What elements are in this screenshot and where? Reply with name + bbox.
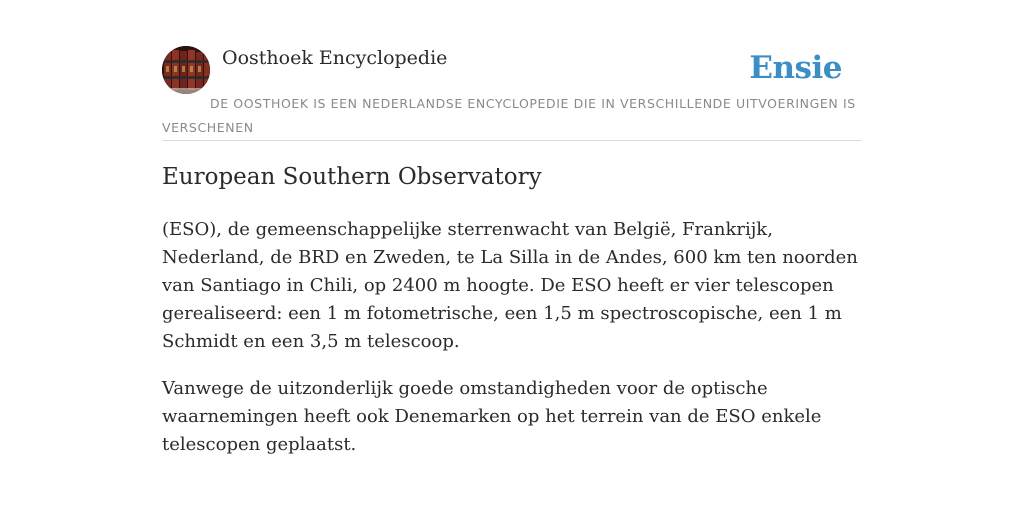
- encyclopedia-books-icon[interactable]: [162, 46, 210, 94]
- source-header: [162, 46, 862, 141]
- source-tagline: DE OOSTHOEK IS EEN NEDERLANDSE ENCYCLOPEDIE DIE IN VERSCHILLENDE UITVOERINGEN IS VERSCHENEN: [162, 96, 856, 135]
- article-body: [162, 216, 862, 478]
- article-paragraph: Vanwege de uitzonderlijk goede omstandigheden voor de optische waarnemingen heeft ook Denemarken op het terrein van de ESO enkele telescopen geplaatst.: [162, 378, 822, 455]
- ensie-logo[interactable]: Ensie: [749, 50, 842, 86]
- source-title[interactable]: Oosthoek Encyclopedie: [222, 47, 448, 69]
- article-title: European Southern Observatory: [162, 164, 542, 190]
- article-paragraph: (ESO), de gemeenschappelijke sterrenwacht van België, Frankrijk, Nederland, de BRD en Zweden, te La Silla in de Andes, 600 km ten noorden van Santiago in Chili, op 2400 m hoogte. De ESO heeft er vier telescopen gerealiseerd: een 1 m fotometrische, een 1,5 m spectroscopische, een 1 m Schmidt en een 3,5 m telescoop.: [162, 219, 858, 352]
